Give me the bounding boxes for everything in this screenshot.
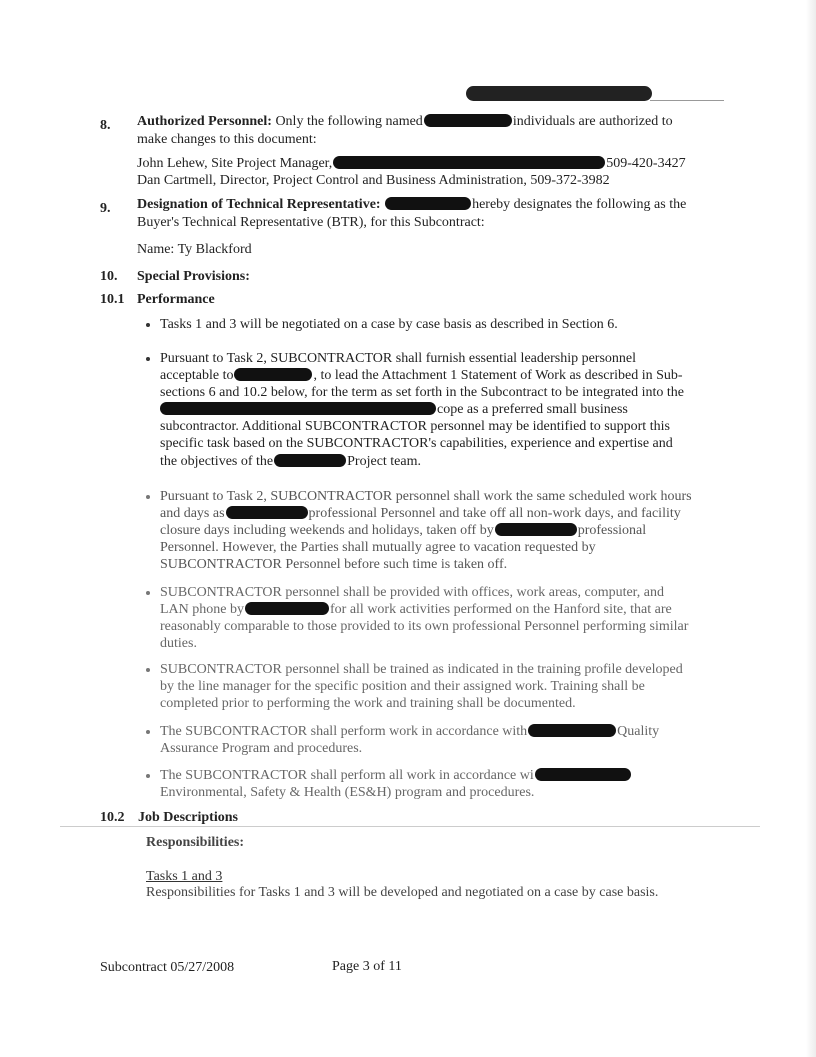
bullet-2-text: Project team. [347, 454, 422, 469]
section-10-1-title: Performance [137, 292, 215, 307]
section-9-title: Designation of Technical Representative: [137, 197, 381, 212]
responsibilities-heading: Responsibilities: [146, 835, 245, 850]
redaction-mark [495, 523, 577, 536]
bullet-2-line5: subcontractor. Additional SUBCONTRACTOR personnel may be identified to support this [160, 419, 670, 434]
section-9-line2: Buyer's Technical Representative (BTR), for this Subcontract: [137, 215, 485, 230]
section-8-text-a: Only the following named [275, 114, 423, 129]
redaction-mark [535, 768, 631, 781]
section-9-line1 [137, 196, 686, 213]
tasks-text: Responsibilities for Tasks 1 and 3 will be developed and negotiated on a case by case basis. [146, 885, 659, 900]
bullet-5-line3: completed prior to performing the work and training shall be documented. [160, 696, 576, 711]
redaction-mark [333, 156, 605, 169]
section-10-1-number: 10.1 [100, 292, 125, 307]
person1-text-b: 509-420-3427 [606, 156, 686, 171]
scan-edge [806, 0, 816, 1057]
bullet-7-line1 [160, 767, 632, 784]
bullet-3-line5: SUBCONTRACTOR Personnel before such time is taken off. [160, 557, 508, 572]
person1-text-a: John Lehew, Site Project Manager, [137, 156, 333, 171]
bullet-3-line3 [160, 522, 646, 539]
redaction-mark [424, 114, 512, 127]
bullet-6-text: The SUBCONTRACTOR shall perform work in accordance with [160, 724, 528, 739]
bullet-3-line2 [160, 505, 681, 522]
redaction-mark [274, 454, 346, 467]
footer-page-number: Page 3 of 11 [332, 959, 402, 974]
bullet-icon [146, 668, 150, 672]
section-8-title: Authorized Personnel: [137, 114, 272, 129]
bullet-2-line1: Pursuant to Task 2, SUBCONTRACTOR shall furnish essential leadership personnel [160, 351, 637, 366]
redaction-mark [528, 724, 616, 737]
bullet-6-line2: Assurance Program and procedures. [160, 741, 363, 756]
bullet-4-line3: reasonably comparable to those provided to its own professional Personnel performing similar [160, 619, 689, 634]
tasks-heading-text: Tasks 1 and 3 [146, 869, 223, 884]
bullet-icon [146, 495, 150, 499]
bullet-3-text: closure days including weekends and holidays, taken off by [160, 523, 494, 538]
bullet-4-text: for all work activities performed on the Hanford site, that are [330, 602, 672, 617]
bullet-5-line1: SUBCONTRACTOR personnel shall be trained as indicated in the training profile developed [160, 662, 683, 677]
section-9-number: 9. [100, 201, 111, 216]
section-8-text-b: individuals are authorized to [512, 114, 673, 129]
bullet-3-text: professional [577, 523, 647, 538]
bullet-2-text: , to lead the Attachment 1 Statement of Work as described in Sub- [313, 368, 683, 383]
redaction-mark [385, 197, 471, 210]
scan-line [60, 826, 760, 827]
section-8-number: 8. [100, 118, 111, 133]
bullet-4-line2 [160, 601, 672, 618]
bullet-4-text: LAN phone by [160, 602, 244, 617]
bullet-6-text: Quality [617, 724, 660, 739]
section-8-person1 [137, 155, 686, 172]
footer-left: Subcontract 05/27/2008 [100, 960, 235, 975]
bullet-2-line6: specific task based on the SUBCONTRACTOR's capabilities, experience and expertise and [160, 436, 673, 451]
bullet-6-line1 [160, 723, 659, 740]
bullet-3-text: and days as [160, 506, 225, 521]
bullet-4-line1: SUBCONTRACTOR personnel shall be provided with offices, work areas, computer, and [160, 585, 664, 600]
redaction-mark [160, 402, 436, 415]
bullet-2-line7 [160, 453, 421, 470]
redaction-mark [226, 506, 308, 519]
bullet-icon [146, 357, 150, 361]
bullet-5-line2: by the line manager for the specific position and their assigned work. Training shall be [160, 679, 645, 694]
section-10-2-title: Job Descriptions [138, 810, 238, 825]
section-8-person2: Dan Cartmell, Director, Project Control and Business Administration, 509-372-3982 [137, 173, 610, 188]
bullet-2-text: cope as a preferred small business [437, 402, 628, 417]
bullet-2-line3: sections 6 and 10.2 below, for the term as set forth in the Subcontract to be integrated into the [160, 385, 684, 400]
bullet-7-text: The SUBCONTRACTOR shall perform all work in accordance wi [160, 768, 534, 783]
bullet-3-line1: Pursuant to Task 2, SUBCONTRACTOR personnel shall work the same scheduled work hours [160, 489, 692, 504]
bullet-3-text: professional Personnel and take off all non-work days, and facility [308, 506, 681, 521]
bullet-7-line2: Environmental, Safety & Health (ES&H) program and procedures. [160, 785, 535, 800]
redaction-mark [234, 368, 312, 381]
performance-bullet-1: Tasks 1 and 3 will be negotiated on a case by case basis as described in Section 6. [160, 317, 618, 332]
header-rule [650, 100, 724, 101]
tasks-heading [146, 868, 222, 885]
bullet-2-text: acceptable to [160, 368, 234, 383]
bullet-3-line4: Personnel. However, the Parties shall mutually agree to vacation requested by [160, 540, 596, 555]
redaction-mark [466, 86, 652, 101]
bullet-icon [146, 591, 150, 595]
bullet-4-line4: duties. [160, 636, 197, 651]
bullet-icon [146, 730, 150, 734]
bullet-2-text: the objectives of the [160, 454, 274, 469]
redaction-mark [245, 602, 329, 615]
btr-name: Name: Ty Blackford [137, 242, 252, 257]
bullet-2-line4 [160, 401, 628, 418]
bullet-icon [146, 774, 150, 778]
section-8-line2: make changes to this document: [137, 132, 317, 147]
bullet-icon [146, 323, 150, 327]
bullet-2-line2 [160, 367, 683, 384]
section-10-title: Special Provisions: [137, 269, 250, 284]
section-10-2-number: 10.2 [100, 810, 125, 825]
section-8-line1 [137, 113, 673, 130]
section-9-text-b: hereby designates the following as the [472, 197, 687, 212]
section-10-number: 10. [100, 269, 118, 284]
